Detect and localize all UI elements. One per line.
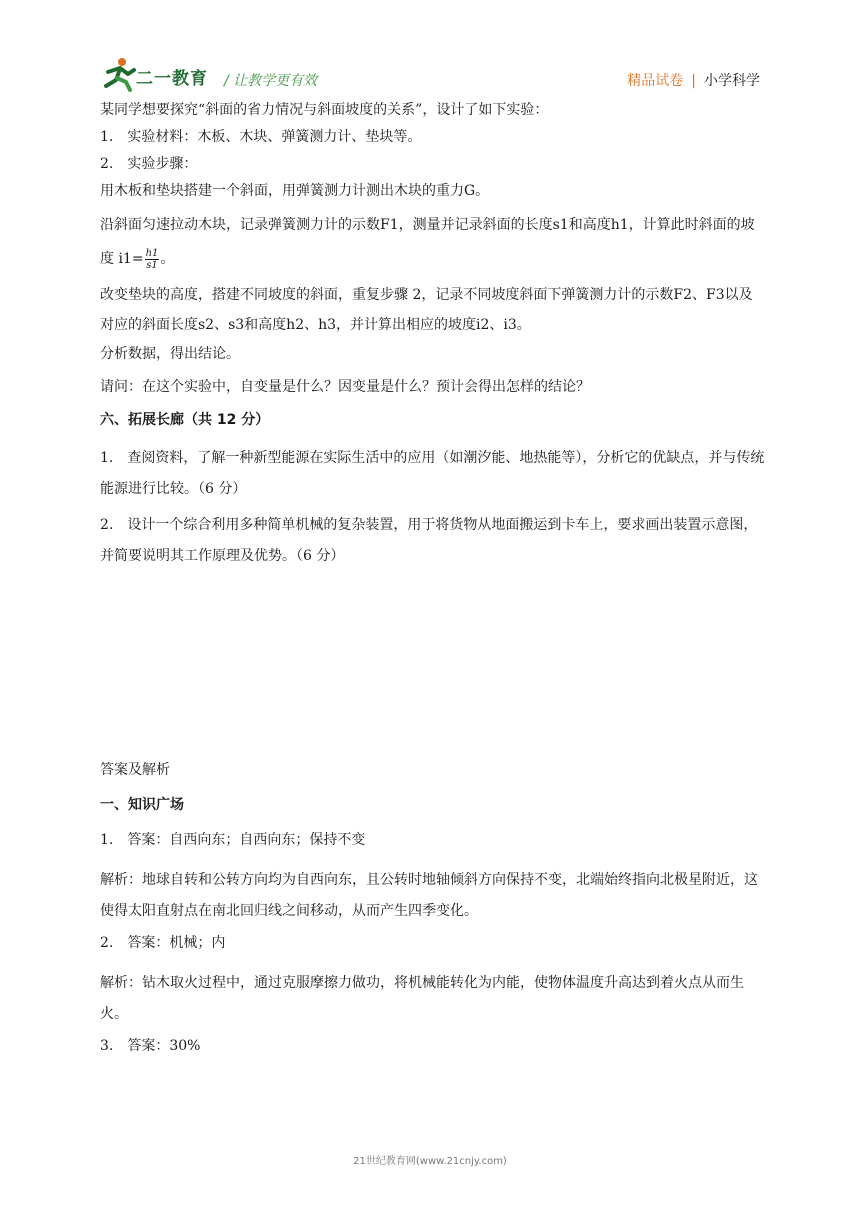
header-tags bbox=[627, 70, 760, 90]
explanation-2: 解析：钻木取火过程中，通过克服摩擦力做功，将机械能转化为内能，使物体温度升高达到着火点从而生火。 bbox=[100, 975, 744, 1022]
brand-slogan: / 让教学更有效 bbox=[224, 73, 318, 89]
running-person-logo-icon bbox=[100, 56, 140, 92]
header-separator: | bbox=[691, 73, 696, 89]
step-2 bbox=[100, 208, 765, 276]
step-2-text: 沿斜面匀速拉动木块，记录弹簧测力计的示数F1，测量并记录斜面的长度s1和高度h1，计算此时斜面的坡度 i1= bbox=[100, 217, 755, 267]
step-3: 改变垫块的高度，搭建不同坡度的斜面，重复步骤 2，记录不同坡度斜面下弹簧测力计的示数F2、F3以及对应的斜面长度s2、s3和高度h2、h3，并计算出相应的坡度i2、i3。 bbox=[100, 287, 753, 333]
answer-3: 3. 答案：30% bbox=[100, 1038, 201, 1054]
document-body bbox=[100, 100, 765, 1069]
question-prompt: 请问：在这个实验中，自变量是什么？因变量是什么？预计会得出怎样的结论？ bbox=[100, 379, 590, 395]
explanation-1: 解析：地球自转和公转方向均为自西向东，且公转时地轴倾斜方向保持不变，北端始终指向北极星附近，这使得太阳直射点在南北回归线之间移动，从而产生四季变化。 bbox=[100, 872, 758, 919]
answer-1: 1. 答案：自西向东；自西向东；保持不变 bbox=[100, 832, 366, 848]
section-1-heading: 一、知识广场 bbox=[100, 797, 184, 813]
brand-name: 二一教育 bbox=[136, 69, 208, 89]
step-2-end: 。 bbox=[160, 251, 175, 267]
series-label: 精品试卷 bbox=[627, 73, 684, 89]
question-intro: 某同学想要探究“斜面的省力情况与斜面坡度的关系”，设计了如下实验： bbox=[100, 102, 549, 118]
extension-question-1: 1. 查阅资料，了解一种新型能源在实际生活中的应用（如潮汐能、地热能等），分析它的优缺点，并与传统能源进行比较。（6 分） bbox=[100, 450, 765, 497]
answer-2: 2. 答案：机械；内 bbox=[100, 935, 226, 951]
extension-question-2: 2. 设计一个综合利用多种简单机械的复杂装置，用于将货物从地面搬运到卡车上，要求画出装置示意图，并简要说明其工作原理及优势。（6 分） bbox=[100, 517, 758, 564]
section-6-heading: 六、拓展长廊（共 12 分） bbox=[100, 412, 270, 428]
step-1: 用木板和垫块搭建一个斜面，用弹簧测力计测出木块的重力G。 bbox=[100, 183, 490, 199]
page-footer: 21世纪教育网(www.21cnjy.com) bbox=[353, 1156, 507, 1167]
slope-fraction bbox=[145, 248, 160, 271]
steps-heading: 2. 实验步骤： bbox=[100, 156, 198, 172]
step-4: 分析数据，得出结论。 bbox=[100, 346, 240, 362]
brand-logo bbox=[100, 56, 220, 92]
fraction-numerator: h1 bbox=[145, 247, 159, 259]
subject-label: 小学科学 bbox=[704, 73, 760, 89]
page-header bbox=[100, 56, 760, 96]
blank-space bbox=[100, 585, 765, 760]
materials-item: 1. 实验材料：木板、木块、弹簧测力计、垫块等。 bbox=[100, 129, 422, 145]
fraction-denominator: s1 bbox=[146, 259, 158, 271]
answers-title: 答案及解析 bbox=[100, 762, 170, 778]
